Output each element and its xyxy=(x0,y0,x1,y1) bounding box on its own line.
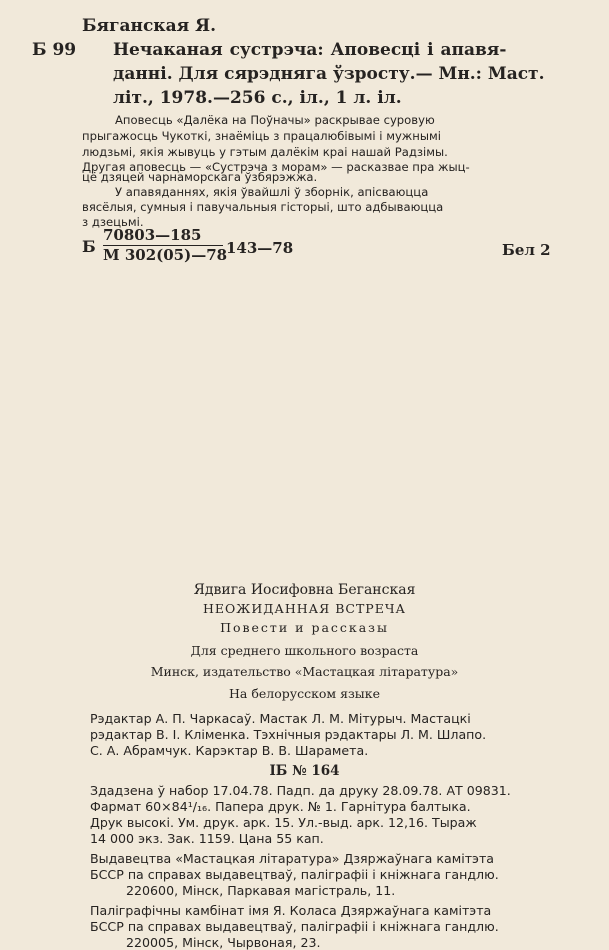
credits-line: Рэдактар А. П. Чаркасаў. Мастак Л. М. Мітурыч. Мастацкі xyxy=(90,711,471,726)
bib-line: Нечаканая сустрэча: Аповесці і апавя- xyxy=(113,40,507,60)
imprint-author: Ядвига Иосифовна Беганская xyxy=(193,582,416,598)
annotation-line: Аповесць «Далёка на Поўначы» раскрывае суровую xyxy=(115,113,435,127)
index-code: 143—78 xyxy=(226,239,294,257)
bib-line: літ., 1978.—256 с., іл., 1 л. іл. xyxy=(113,88,402,108)
annotation-line: прыгажосць Чукоткі, знаёміць з працалюбівымі і мужнымі xyxy=(82,129,441,143)
publisher-house-line: БССР па справах выдавецтваў, паліграфіі і кніжнага гандлю. xyxy=(90,867,499,882)
imprint-publisher: Минск, издательство «Мастацкая літаратура» xyxy=(150,664,459,679)
annotation-line: У апавяданнях, якія ўвайшлі ў зборнік, апісваюцца xyxy=(115,185,429,199)
tech-line: Фармат 60×84¹/₁₆. Папера друк. № 1. Гарнітура балтыка. xyxy=(90,799,471,814)
index-denominator: М 302(05)—78 xyxy=(103,246,228,264)
credits-line: С. А. Абрамчук. Карэктар В. В. Шарамета. xyxy=(90,743,369,758)
tech-line: Друк высокі. Ум. друк. арк. 15. Ул.-выд. арк. 12,16. Тыраж xyxy=(90,815,477,830)
tech-line: 14 000 экз. Зак. 1159. Цана 55 кап. xyxy=(90,831,324,846)
printer-line: 220005, Мінск, Чырвоная, 23. xyxy=(126,935,321,950)
annotation-line: Другая аповесць — «Сустрэча з морам» — расказвае пра жыц- xyxy=(82,160,470,174)
printer-line: БССР па справах выдавецтваў, паліграфіі і кніжнага гандлю. xyxy=(90,919,499,934)
annotation-line: цё дзяцей чарнаморскага ўзбярэжжа. xyxy=(82,170,318,184)
bib-line: данні. Для сярэдняга ўзросту.— Мн.: Маст. xyxy=(113,64,545,84)
publisher-house-line: Выдавецтва «Мастацкая літаратура» Дзяржаўнага камітэта xyxy=(90,851,495,866)
call-number: Б 99 xyxy=(32,40,77,60)
printer-line: Паліграфічны камбінат імя Я. Коласа Дзяржаўнага камітэта xyxy=(90,903,492,918)
imprint-language: На белорусском языке xyxy=(229,686,380,701)
annotation-line: з дзецьмі. xyxy=(82,215,144,229)
imprint-genre: Повести и рассказы xyxy=(220,620,389,635)
card-author: Бяганская Я. xyxy=(82,16,216,36)
index-numerator: 70803—185 xyxy=(103,226,202,244)
imprint-title: НЕОЖИДАННАЯ ВСТРЕЧА xyxy=(203,601,406,616)
classification-code: Бел 2 xyxy=(502,241,551,259)
index-letter: Б xyxy=(82,237,96,256)
tech-line: Здадзена ў набор 17.04.78. Падп. да друку 28.09.78. АТ 09831. xyxy=(90,783,511,798)
annotation-line: вясёлыя, сумныя і павучальныя гісторыі, што адбываюцца xyxy=(82,200,444,214)
credits-line: рэдактар В. І. Кліменка. Тэхнічныя рэдактары Л. М. Шлапо. xyxy=(90,727,487,742)
ib-number: ІБ № 164 xyxy=(269,763,340,779)
annotation-line: людзьмі, якія жывуць у гэтым далёкім краі нашай Радзімы. xyxy=(82,145,448,159)
publisher-house-line: 220600, Мінск, Паркавая магістраль, 11. xyxy=(126,883,396,898)
imprint-age: Для среднего школьного возраста xyxy=(190,643,419,658)
